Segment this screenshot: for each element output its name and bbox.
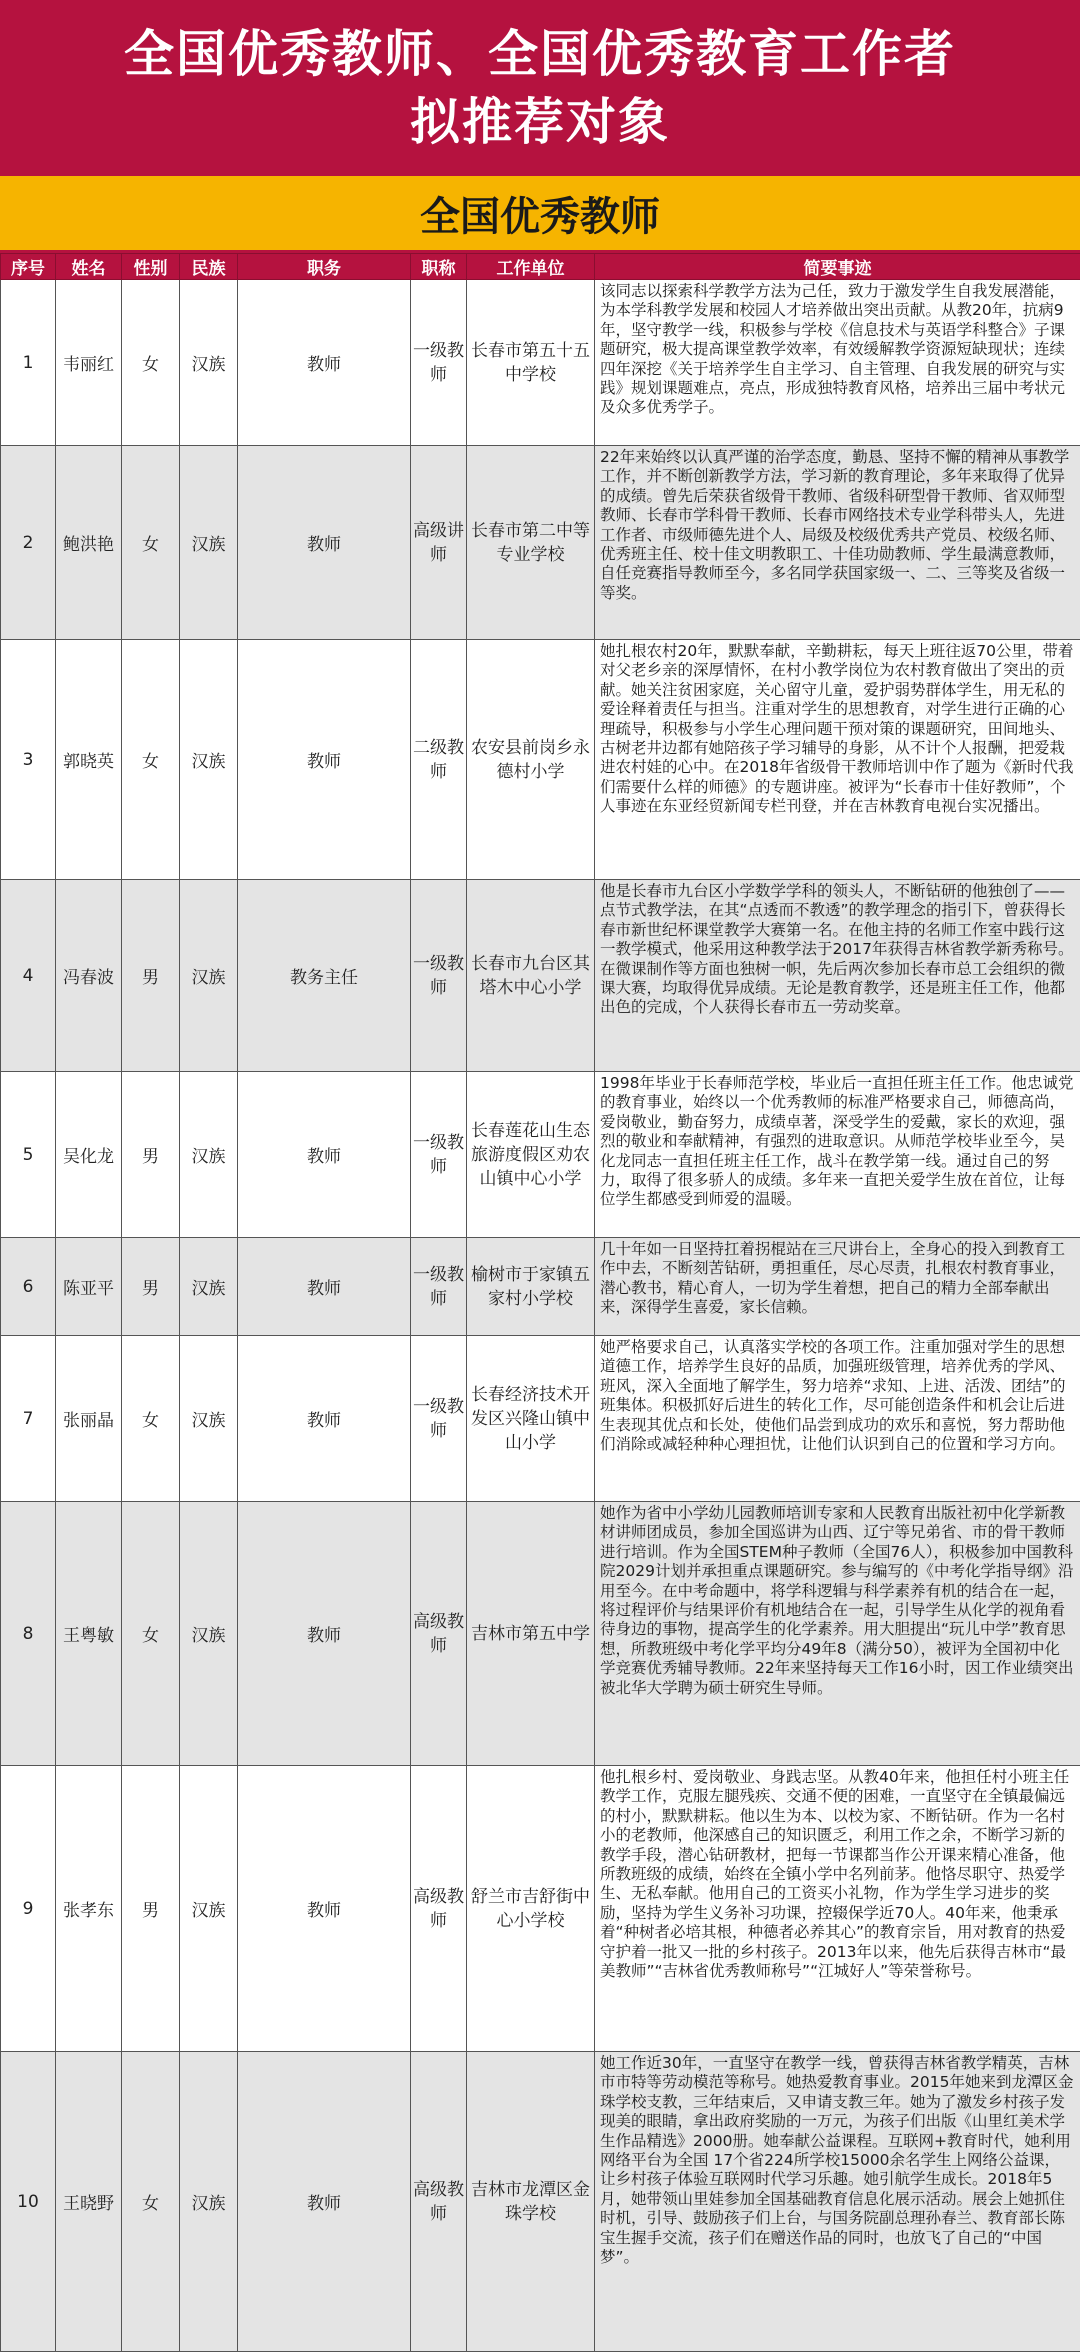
col-header-name: 姓名 — [56, 254, 122, 280]
cell-title: 一级教师 — [411, 880, 467, 1072]
cell-gender: 女 — [122, 640, 180, 880]
cell-no: 3 — [1, 640, 56, 880]
page-title-line2: 拟推荐对象 — [410, 88, 670, 156]
cell-ethnicity: 汉族 — [180, 1336, 238, 1502]
cell-no: 6 — [1, 1238, 56, 1336]
cell-position: 教师 — [238, 1072, 411, 1238]
table-row — [1, 446, 1080, 640]
cell-name: 张孝东 — [56, 1766, 122, 2052]
cell-position: 教师 — [238, 1766, 411, 2052]
cell-gender: 男 — [122, 1238, 180, 1336]
cell-ethnicity: 汉族 — [180, 2052, 238, 2352]
cell-ethnicity: 汉族 — [180, 1502, 238, 1766]
col-header-desc: 简要事迹 — [595, 254, 1080, 280]
cell-desc: 她工作近30年，一直坚守在教学一线，曾获得吉林省教学精英，吉林市市特等劳动模范等称号。她热爱教育事业。2015年她来到龙潭区金珠学校支教，三年结束后，又申请支教三年。她为了激发乡村孩子发现美的眼睛，拿出政府奖励的一万元，为孩子们出版《山里红美术学生作品精选》2000册。她奉献公益课程。互联网+教育时代，她利用网络平台为全国 17个省224所学校15000余名学生上网络公益课，让乡村孩子体验互联网时代学习乐趣。她引航学生成长。2018年5月，她带领山里娃参加全国基础教育信息化展示活动。展会上她抓住时机，引导、鼓励孩子们上台，与国务院副总理孙春兰、教育部长陈宝生握手交流，孩子们在赠送作品的同时，也放飞了自己的“中国梦”。 — [595, 2052, 1080, 2352]
cell-no: 8 — [1, 1502, 56, 1766]
cell-title: 高级教师 — [411, 1766, 467, 2052]
cell-no: 9 — [1, 1766, 56, 2052]
cell-unit: 吉林市第五中学 — [467, 1502, 595, 1766]
cell-title: 二级教师 — [411, 640, 467, 880]
cell-ethnicity: 汉族 — [180, 1072, 238, 1238]
cell-title: 一级教师 — [411, 1238, 467, 1336]
cell-unit: 长春市第五十五中学校 — [467, 280, 595, 446]
cell-desc: 她严格要求自己，认真落实学校的各项工作。注重加强对学生的思想道德工作，培养学生良好的品质，加强班级管理，培养优秀的学风、班风，深入全面地了解学生，努力培养“求知、上进、活泼、团结”的班集体。积极抓好后进生的转化工作，尽可能创造条件和机会让后进生表现其优点和长处，使他们品尝到成功的欢乐和喜悦，努力帮助他们消除或减轻种种心理担忧，让他们认识到自己的位置和学习方向。 — [595, 1336, 1080, 1502]
cell-name: 冯春波 — [56, 880, 122, 1072]
cell-gender: 男 — [122, 1766, 180, 2052]
cell-gender: 女 — [122, 1502, 180, 1766]
cell-position: 教师 — [238, 446, 411, 640]
cell-unit: 长春莲花山生态旅游度假区劝农山镇中心小学 — [467, 1072, 595, 1238]
cell-ethnicity: 汉族 — [180, 280, 238, 446]
table-row — [1, 1072, 1080, 1238]
cell-ethnicity: 汉族 — [180, 880, 238, 1072]
cell-position: 教务主任 — [238, 880, 411, 1072]
col-header-no: 序号 — [1, 254, 56, 280]
table-row — [1, 1336, 1080, 1502]
table-header-row — [1, 254, 1080, 280]
cell-desc: 他是长春市九台区小学数学学科的领头人，不断钻研的他独创了——点节式教学法，在其“点透而不教透”的教学理念的指引下，曾获得长春市新世纪杯课堂教学大赛第一名。在他主持的名师工作室中践行这一教学模式，他采用这种教学法于2017年获得吉林省教学新秀称号。在微课制作等方面也独树一帜，先后两次参加长春市总工会组织的微课大赛，均取得优异成绩。无论是教育教学，还是班主任工作，他都出色的完成，个人获得长春市五一劳动奖章。 — [595, 880, 1080, 1072]
cell-no: 4 — [1, 880, 56, 1072]
cell-desc: 几十年如一日坚持扛着拐棍站在三尺讲台上，全身心的投入到教育工作中去，不断刻苦钻研，勇担重任，尽心尽责，扎根农村教育事业，潜心教书，精心育人，一切为学生着想，把自己的精力全部奉献出来，深得学生喜爱，家长信赖。 — [595, 1238, 1080, 1336]
cell-desc: 1998年毕业于长春师范学校，毕业后一直担任班主任工作。他忠诚党的教育事业，始终以一个优秀教师的标准严格要求自己，师德高尚，爱岗敬业，勤奋努力，成绩卓著，深受学生的爱戴，家长的欢迎，强烈的敬业和奉献精神，有强烈的进取意识。从师范学校毕业至今，吴化龙同志一直担任班主任工作，战斗在教学第一线。通过自己的努力，取得了很多骄人的成绩。多年来一直把关爱学生放在首位，让每位学生都感受到师爱的温暖。 — [595, 1072, 1080, 1238]
cell-gender: 女 — [122, 446, 180, 640]
cell-title: 一级教师 — [411, 1336, 467, 1502]
table-row — [1, 280, 1080, 446]
cell-no: 7 — [1, 1336, 56, 1502]
cell-gender: 女 — [122, 1336, 180, 1502]
col-header-position: 职务 — [238, 254, 411, 280]
cell-no: 5 — [1, 1072, 56, 1238]
teacher-table — [0, 253, 1080, 2352]
table-row — [1, 640, 1080, 880]
cell-unit: 长春经济技术开发区兴隆山镇中山小学 — [467, 1336, 595, 1502]
cell-unit: 舒兰市吉舒街中心小学校 — [467, 1766, 595, 2052]
cell-gender: 男 — [122, 1072, 180, 1238]
table-row — [1, 1766, 1080, 2052]
cell-position: 教师 — [238, 1336, 411, 1502]
cell-title: 高级教师 — [411, 1502, 467, 1766]
col-header-unit: 工作单位 — [467, 254, 595, 280]
cell-unit: 榆树市于家镇五家村小学校 — [467, 1238, 595, 1336]
table-row — [1, 880, 1080, 1072]
cell-name: 韦丽红 — [56, 280, 122, 446]
cell-ethnicity: 汉族 — [180, 446, 238, 640]
cell-desc: 该同志以探索科学教学方法为己任，致力于激发学生自我发展潜能，为本学科教学发展和校园人才培养做出突出贡献。从教20年，抗病9年，坚守教学一线，积极参与学校《信息技术与英语学科整合》子课题研究，极大提高课堂教学效率，有效缓解教学资源短缺现状；连续四年深挖《关于培养学生自主学习、自主管理、自我发展的研究与实践》规划课题难点，亮点，形成独特教育风格，培养出三届中考状元及众多优秀学子。 — [595, 280, 1080, 446]
cell-no: 2 — [1, 446, 56, 640]
cell-name: 陈亚平 — [56, 1238, 122, 1336]
cell-desc: 22年来始终以认真严谨的治学态度，勤恳、坚持不懈的精神从事教学工作，并不断创新教学方法，学习新的教育理论，多年来取得了优异的成绩。曾先后荣获省级骨干教师、省级科研型骨干教师、省双师型教师、长春市学科骨干教师、长春市网络技术专业学科带头人，先进工作者、市级师德先进个人、局级及校级优秀共产党员、校级名师、优秀班主任、校十佳文明教职工、十佳功勋教师、学生最满意教师，自任竞赛指导教师至今，多名同学获国家级一、二、三等奖及省级一等奖。 — [595, 446, 1080, 640]
cell-ethnicity: 汉族 — [180, 1238, 238, 1336]
cell-position: 教师 — [238, 1238, 411, 1336]
cell-desc: 她扎根农村20年，默默奉献，辛勤耕耘，每天上班往返70公里，带着对父老乡亲的深厚情怀，在村小教学岗位为农村教育做出了突出的贡献。她关注贫困家庭，关心留守儿童，爱护弱势群体学生，用无私的爱诠释着责任与担当。注重对学生的思想教育，对学生进行正确的心理疏导，积极参与小学生心理问题干预对策的课题研究，田间地头、古树老井边都有她陪孩子学习辅导的身影，从不计个人报酬，把爱栽进农村娃的心中。在2018年省级骨干教师培训中作了题为《新时代我们需要什么样的师德》的专题讲座。被评为“长春市十佳好教师”，个人事迹在东亚经贸新闻专栏刊登，并在吉林教育电视台实况播出。 — [595, 640, 1080, 880]
page-title-line1: 全国优秀教师、全国优秀教育工作者 — [124, 20, 956, 88]
cell-gender: 女 — [122, 280, 180, 446]
section-title: 全国优秀教师 — [0, 176, 1080, 253]
cell-position: 教师 — [238, 2052, 411, 2352]
cell-title: 高级教师 — [411, 2052, 467, 2352]
cell-name: 郭晓英 — [56, 640, 122, 880]
cell-name: 王粤敏 — [56, 1502, 122, 1766]
cell-desc: 他扎根乡村、爱岗敬业、身践志坚。从教40年来，他担任村小班主任教学工作，克服左腿残疾、交通不便的困难，一直坚守在全镇最偏远的村小，默默耕耘。他以生为本、以校为家、不断钻研。作为一名村小的老教师，他深感自己的知识匮乏，利用工作之余，不断学习新的教学手段，潜心钻研教材，把每一节课都当作公开课来精心准备，他所教班级的成绩，始终在全镇小学中名列前茅。他恪尽职守、热爱学生、无私奉献。他用自己的工资买小礼物，作为学生学习进步的奖励，坚持为学生义务补习功课，控辍保学近70人。40年来，他秉承着“种树者必培其根，种德者必养其心”的教育宗旨，用对教育的热爱守护着一批又一批的乡村孩子。2013年以来，他先后获得吉林市“最美教师”“吉林省优秀教师称号”“江城好人”等荣誉称号。 — [595, 1766, 1080, 2052]
cell-position: 教师 — [238, 280, 411, 446]
cell-name: 鲍洪艳 — [56, 446, 122, 640]
cell-name: 张丽晶 — [56, 1336, 122, 1502]
cell-title: 一级教师 — [411, 1072, 467, 1238]
cell-position: 教师 — [238, 1502, 411, 1766]
cell-title: 高级讲师 — [411, 446, 467, 640]
cell-name: 吴化龙 — [56, 1072, 122, 1238]
cell-desc: 她作为省中小学幼儿园教师培训专家和人民教育出版社初中化学新教材讲师团成员，参加全国巡讲为山西、辽宁等兄弟省、市的骨干教师进行培训。作为全国STEM种子教师（全国76人），积极参加中国教科院2029计划并承担重点课题研究。参与编写的《中考化学指导纲》沿用至今。在中考命题中，将学科逻辑与科学素养有机的结合在一起，将过程评价与结果评价有机地结合在一起，引导学生从化学的视角看待身边的事物，提高学生的化学素养。用大胆提出“玩儿中学”教育思想，所教班级中考化学平均分49年8（满分50），被评为全国初中化学竞赛优秀辅导教师。22年来坚持每天工作16小时，因工作业绩突出被北华大学聘为硕士研究生导师。 — [595, 1502, 1080, 1766]
cell-unit: 长春市第二中等专业学校 — [467, 446, 595, 640]
cell-title: 一级教师 — [411, 280, 467, 446]
cell-name: 王晓野 — [56, 2052, 122, 2352]
cell-unit: 长春市九台区其塔木中心小学 — [467, 880, 595, 1072]
col-header-title: 职称 — [411, 254, 467, 280]
cell-unit: 吉林市龙潭区金珠学校 — [467, 2052, 595, 2352]
page-header — [0, 0, 1080, 176]
table-row — [1, 2052, 1080, 2352]
cell-no: 1 — [1, 280, 56, 446]
cell-ethnicity: 汉族 — [180, 640, 238, 880]
table-row — [1, 1238, 1080, 1336]
col-header-gender: 性别 — [122, 254, 180, 280]
cell-gender: 男 — [122, 880, 180, 1072]
cell-position: 教师 — [238, 640, 411, 880]
cell-ethnicity: 汉族 — [180, 1766, 238, 2052]
col-header-ethnicity: 民族 — [180, 254, 238, 280]
table-row — [1, 1502, 1080, 1766]
cell-unit: 农安县前岗乡永德村小学 — [467, 640, 595, 880]
cell-no: 10 — [1, 2052, 56, 2352]
cell-gender: 女 — [122, 2052, 180, 2352]
